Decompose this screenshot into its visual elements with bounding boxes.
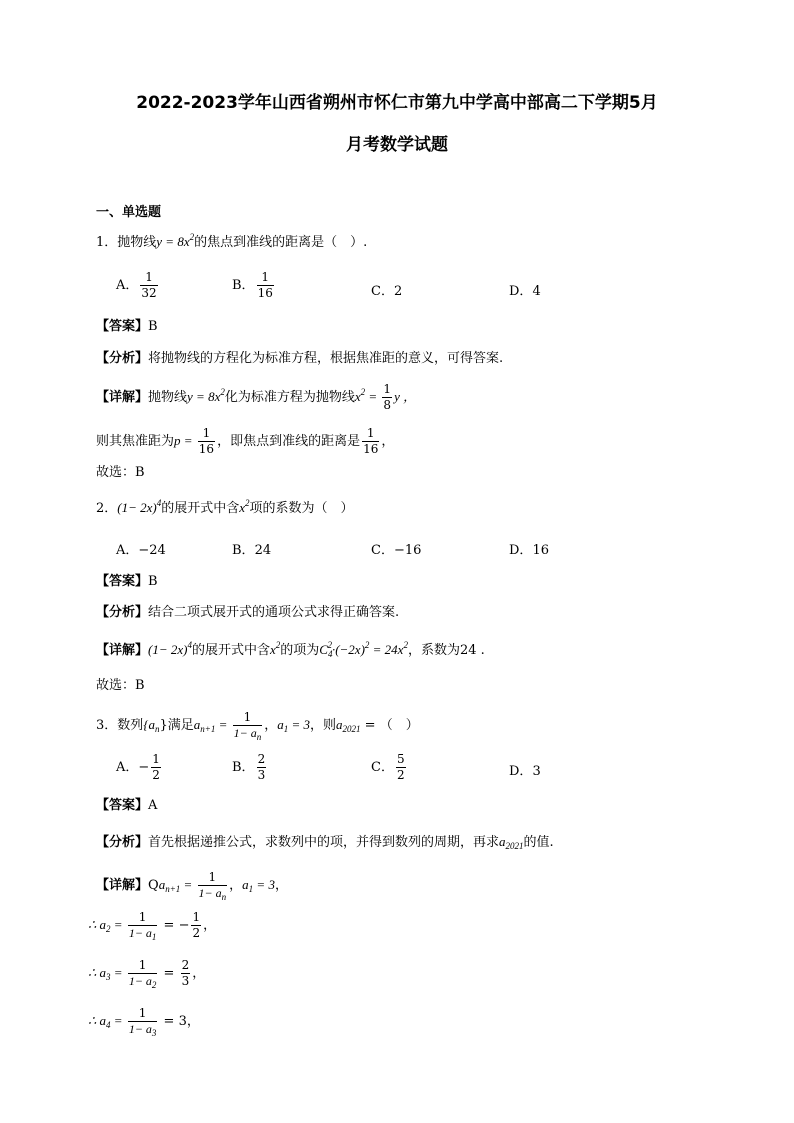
q1-option-d: D．4 (509, 284, 541, 299)
q2-analysis: 【分析】结合二项式展开式的通项公式求得正确答案. (96, 605, 400, 620)
q1-stem: 1．抛物线$y = 8x^2$的焦点到准线的距离是（ ）. (96, 232, 368, 250)
q1-detail-line-2: 则其焦准距为p = $\frac{1}{16}$ ，即焦点到准线的距离是 $\frac{1}{16}$ ， (96, 426, 395, 456)
q2-option-b: B．24 (232, 543, 272, 558)
q3-step-a3: ∴ $a_3$ = $\frac{1}{1- a_2}$ = $\frac{2}{3}$ ， (88, 958, 206, 990)
q3-analysis: 【分析】首先根据递推公式，求数列中的项，并得到数列的周期，再求$a_{2021}$的值. (96, 834, 554, 851)
q1-choice: 故选：B (96, 465, 145, 480)
q1-answer: 【答案】B (96, 319, 158, 334)
document-title-line-2: 月考数学试题 (346, 135, 448, 155)
document-title-line-1: 2022-2023学年山西省朔州市怀仁市第九中学高中部高二下学期5月 (136, 93, 658, 113)
q3-step-a2: ∴ $a_2$ = $\frac{1}{1- a_1}$ = − $\frac{1}{2}$ ， (88, 910, 217, 942)
q3-detail: 【详解】$Qa_{n+1}$ = $\frac{1}{1- a_n}$ ，$a_1 = 3$， (96, 870, 288, 902)
q2-option-d: D．16 (509, 543, 549, 558)
q2-stem: 2．$(1- 2x)^4$的展开式中含$x^2$项的系数为（ ） (96, 498, 354, 516)
q2-option-c: C．−16 (371, 543, 422, 558)
q3-option-d: D．3 (509, 764, 541, 779)
q1-option-b: B． $\frac{1}{16}$ (232, 270, 273, 300)
q3-option-b: B． $\frac{2}{3}$ (232, 752, 266, 782)
q2-detail: 【详解】$(1- 2x)^4$的展开式中含$x^2$的项为$C_4^2\cdot(-2x)^2 = 24x^2$，系数为24 . (96, 640, 485, 659)
q1-analysis: 【分析】将抛物线的方程化为标准方程，根据焦准距的意义，可得答案. (96, 351, 504, 366)
q2-choice: 故选：B (96, 678, 145, 693)
q3-option-a: A．− $\frac{1}{2}$ (116, 752, 160, 782)
q3-stem: 3．数列$\{a_n\}$满足$a_{n+1}$ = $\frac{1}{1- a_n}$ ，$a_1 = 3$，则$a_{2021}$ = （ ） (96, 710, 419, 742)
q1-detail: 【详解】抛物线$y = 8x^2$化为标准方程为抛物线$x^2$ = $\frac{1}{8}$ y ， (96, 382, 417, 412)
q3-answer: 【答案】A (96, 798, 158, 813)
q3-option-c: C． $\frac{5}{2}$ (371, 752, 405, 782)
q2-answer: 【答案】B (96, 574, 158, 589)
q1-option-c: C．2 (371, 284, 403, 299)
q2-option-a: A．−24 (116, 543, 166, 558)
q3-step-a4: ∴ $a_4$ = $\frac{1}{1- a_3}$ = 3， (88, 1006, 200, 1038)
section-heading: 一、单选题 (96, 205, 162, 220)
q1-option-a: A． $\frac{1}{32}$ (116, 270, 157, 300)
